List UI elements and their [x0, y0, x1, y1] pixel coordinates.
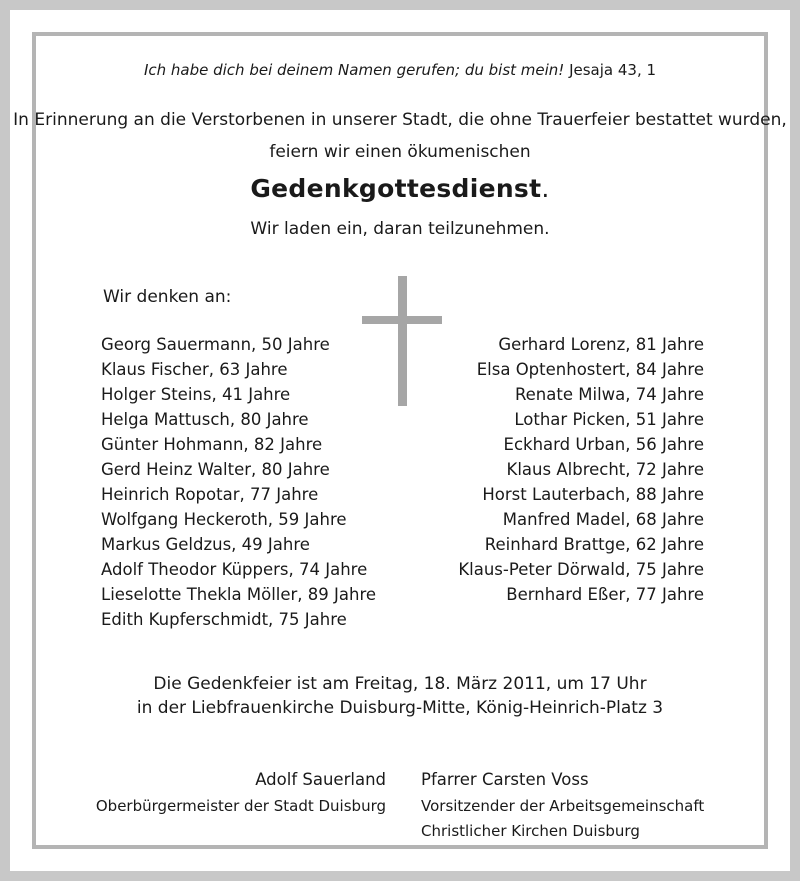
signature-right-title-line-2: Christlicher Kirchen Duisburg [421, 822, 640, 840]
intro-line-1: In Erinnerung an die Verstorbenen in unserer Stadt, die ohne Trauerfeier bestattet wurden, [13, 110, 787, 130]
name-entry: Klaus Albrecht, 72 Jahre [506, 460, 704, 479]
headline-punct: . [541, 174, 550, 203]
verse-quote: Ich habe dich bei deinem Namen gerufen; du bist mein! [143, 61, 565, 79]
name-entry: Lieselotte Thekla Möller, 89 Jahre [101, 585, 377, 604]
name-entry: Adolf Theodor Küppers, 74 Jahre [101, 560, 368, 579]
name-entry: Wolfgang Heckeroth, 59 Jahre [101, 510, 347, 529]
intro-line-2: feiern wir einen ökumenischen [269, 142, 531, 162]
name-entry: Reinhard Brattge, 62 Jahre [484, 535, 704, 554]
name-entry: Markus Geldzus, 49 Jahre [101, 535, 310, 554]
name-entry: Heinrich Ropotar, 77 Jahre [101, 485, 319, 504]
name-entry: Günter Hohmann, 82 Jahre [101, 435, 323, 454]
signature-left-title: Oberbürgermeister der Stadt Duisburg [95, 797, 386, 815]
name-entry: Bernhard Eßer, 77 Jahre [506, 585, 704, 604]
name-entry: Horst Lauterbach, 88 Jahre [482, 485, 704, 504]
name-entry: Helga Mattusch, 80 Jahre [101, 410, 309, 429]
name-entry: Edith Kupferschmidt, 75 Jahre [101, 610, 347, 629]
bible-verse [0, 61, 800, 79]
name-entry: Lothar Picken, 51 Jahre [514, 410, 704, 429]
name-entry: Elsa Optenhostert, 84 Jahre [476, 360, 704, 379]
name-entry: Klaus Fischer, 63 Jahre [101, 360, 288, 379]
name-entry: Georg Sauermann, 50 Jahre [101, 335, 330, 354]
event-date-line: Die Gedenkfeier ist am Freitag, 18. März 2011, um 17 Uhr [153, 674, 647, 694]
headline [0, 174, 800, 203]
invitation-text: Wir laden ein, daran teilzunehmen. [250, 219, 550, 239]
signature-right-name: Pfarrer Carsten Voss [421, 770, 589, 789]
name-entry: Renate Milwa, 74 Jahre [514, 385, 704, 404]
signature-left-name: Adolf Sauerland [255, 770, 386, 789]
name-entry: Manfred Madel, 68 Jahre [502, 510, 704, 529]
name-entry: Holger Steins, 41 Jahre [101, 385, 291, 404]
name-entry: Gerd Heinz Walter, 80 Jahre [101, 460, 330, 479]
remember-label: Wir denken an: [103, 287, 232, 307]
name-entry: Eckhard Urban, 56 Jahre [503, 435, 704, 454]
names-list-left [101, 332, 376, 632]
event-location-line: in der Liebfrauenkirche Duisburg-Mitte, König-Heinrich-Platz 3 [136, 698, 664, 718]
name-entry: Gerhard Lorenz, 81 Jahre [498, 335, 704, 354]
name-entry: Klaus-Peter Dörwald, 75 Jahre [458, 560, 704, 579]
verse-reference: Jesaja 43, 1 [569, 61, 657, 79]
names-list-right [458, 332, 704, 607]
headline-text: Gedenkgottesdienst [250, 174, 542, 203]
signature-right-title-line-1: Vorsitzender der Arbeitsgemeinschaft [421, 797, 705, 815]
